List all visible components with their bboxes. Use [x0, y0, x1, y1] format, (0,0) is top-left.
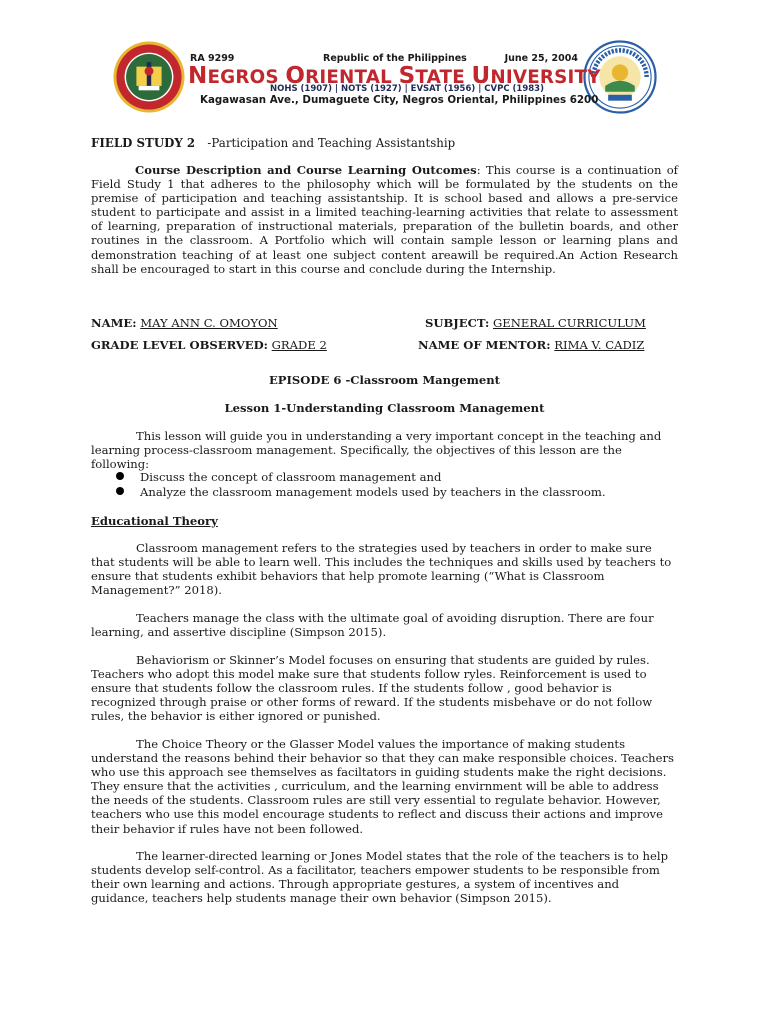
grade-level-field: GRADE LEVEL OBSERVED: GRADE 2: [91, 338, 327, 352]
theory-paragraph: The Choice Theory or the Glasser Model values the importance of making students understand the reasons behind their behavior so that they can make responsible choices. Teachers who use this approach see themselves as faciltators in guiding students make the right decisions. They ensure that the activities , curriculum, and the learning envirnment will be able to address the needs of the students. Classroom rules are still very essential to regulate behavior. However, teachers who use this model encourage students to reflect and discuss their actions and improve their behavior if rules have not been followed.: [91, 737, 675, 836]
university-seal-logo: [112, 40, 186, 114]
university-address: Kagawasan Ave., Dumaguete City, Negros Oriental, Philippines 6200: [200, 94, 599, 106]
university-history: NOHS (1907) | NOTS (1927) | EVSAT (1956) | CVPC (1983): [270, 84, 544, 94]
letterhead-date: June 25, 2004: [504, 53, 578, 64]
course-description: [91, 163, 678, 276]
ra-number: RA 9299: [190, 53, 235, 64]
republic-label: Republic of the Philippines: [323, 53, 467, 64]
objective-bullet: Analyze the classroom management models used by teachers in the classroom.: [116, 485, 606, 499]
mentor-value: RIMA V. CADIZ: [554, 338, 645, 352]
name-field: NAME: MAY ANN C. OMOYON: [91, 316, 278, 330]
field-study-title: FIELD STUDY 2 -Participation and Teaching Assistantship: [91, 136, 456, 150]
educational-theory-heading: Educational Theory: [91, 514, 218, 528]
mentor-field: NAME OF MENTOR: RIMA V. CADIZ: [418, 338, 645, 352]
subject-value: GENERAL CURRICULUM: [493, 316, 646, 330]
theory-paragraph: Classroom management refers to the strategies used by teachers in order to make sure that students will be able to learn well. This includes the techniques and skills used by teachers to ensure that students exhibit behaviors that help promote learning (“What is Classroom Management?” 2018).: [91, 541, 672, 598]
university-name: NEGROS ORIENTAL STATE UNIVERSITY: [188, 63, 601, 89]
intro-paragraph: This lesson will guide you in understanding a very important concept in the teaching and learning process-classroom management. Specifically, the objectives of this lesson are the following:: [91, 429, 662, 472]
subject-field: SUBJECT: GENERAL CURRICULUM: [425, 316, 646, 330]
grade-level-value: GRADE 2: [271, 338, 327, 352]
bullet-icon: [116, 472, 124, 480]
lesson-title: Lesson 1-Understanding Classroom Management: [224, 401, 545, 415]
course-text: : This course is a continuation of Field Study 1 that adheres to the philosophy which will be formulated by the students on the premise of participation and teaching assistantship. It is school based and allows a pre-service student to participate and assist in a limited teaching-learning activities that relate to assessment of learning, preparation of instructional materials, preparation of the bulletin boards, and other routines in the classroom. A Portfolio which will contain sample lesson or learning plans and demonstration teaching of at least one subject content areawill be required.An Action Research shall be encouraged to start in this course and conclude during the Internship.: [91, 163, 678, 276]
theory-paragraph: The learner-directed learning or Jones Model states that the role of the teachers is to help students develop self-control. As a facilitator, teachers empower students to be responsible from their own learning and actions. Through appropriate gestures, a system of incentives and guidance, teachers help students manage their own behavior (Simpson 2015).: [91, 849, 668, 906]
bullet-icon: [116, 487, 124, 495]
course-heading: Course Description and Course Learning Outcomes: [135, 163, 477, 177]
theory-paragraph: Teachers manage the class with the ultimate goal of avoiding disruption. There are four learning, and assertive discipline (Simpson 2015).: [91, 611, 654, 640]
objective-bullet: Discuss the concept of classroom management and: [116, 470, 441, 484]
theory-paragraph: Behaviorism or Skinner’s Model focuses on ensuring that students are guided by rules. Teachers who adopt this model make sure that students follow ryles. Reinforcement is used to ensure that students follow the classroom rules. If the students follow , good behavior is recognized through praise or other forms of reward. If the students misbehave or do not follow rules, the behavior is either ignored or punished.: [91, 653, 653, 724]
name-value: MAY ANN C. OMOYON: [140, 316, 278, 330]
episode-title: EPISODE 6 -Classroom Mangement: [268, 373, 501, 387]
